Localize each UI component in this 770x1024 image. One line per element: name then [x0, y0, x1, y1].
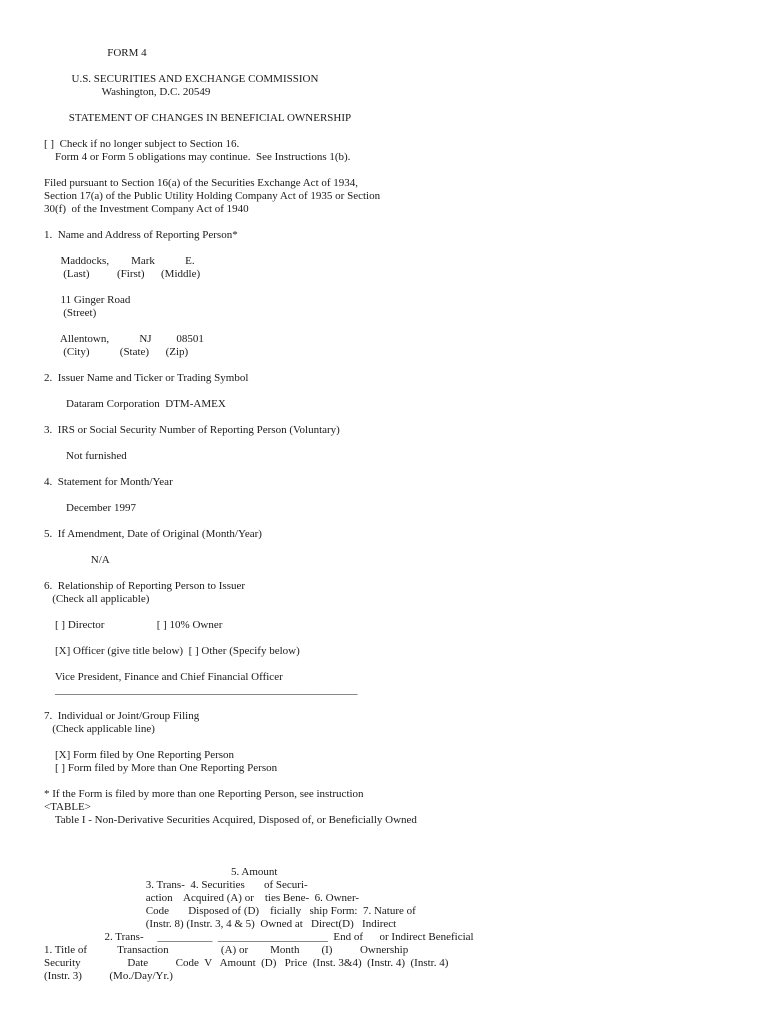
blank-line — [44, 736, 474, 749]
filed-pursuant-line-2: Section 17(a) of the Public Utility Holding Company Act of 1935 or Section — [44, 190, 381, 202]
irs-number: Not furnished — [66, 450, 127, 462]
blank-line — [44, 658, 474, 671]
blank-line — [44, 632, 474, 645]
reporting-person-name-labels: (Last) (First) (Middle) — [63, 268, 201, 280]
blank-line — [44, 567, 474, 580]
blank-line — [44, 515, 474, 528]
filed-pursuant-line-1: Filed pursuant to Section 16(a) of the Securities Exchange Act of 1934, — [44, 177, 359, 189]
amendment-date: N/A — [90, 554, 110, 566]
blank-line — [44, 775, 474, 788]
reporting-person-city: Allentown, NJ 08501 — [59, 333, 204, 345]
agency-name: U.S. SECURITIES AND EXCHANGE COMMISSION — [71, 73, 319, 85]
blank-line — [44, 411, 474, 424]
officer-title: Vice President, Finance and Chief Financial Officer — [54, 671, 283, 683]
blank-line — [44, 359, 474, 372]
item6-heading: 6. Relationship of Reporting Person to Issuer — [44, 580, 246, 592]
table-title: Table I - Non-Derivative Securities Acquired, Disposed of, or Beneficially Owned — [54, 814, 417, 826]
blank-line — [44, 164, 474, 177]
filing-option-multiple[interactable]: [ ] Form filed by More than One Reporting Person — [55, 762, 278, 774]
item7-heading: 7. Individual or Joint/Group Filing — [44, 710, 200, 722]
table-header-line: (Instr. 8) (Instr. 3, 4 & 5) Owned at Direct(D) Indirect — [44, 918, 397, 930]
table-header-line: 5. Amount — [44, 866, 278, 878]
blank-line — [44, 281, 474, 294]
blank-line — [44, 125, 474, 138]
form-title: FORM 4 — [107, 47, 147, 59]
blank-line — [44, 697, 474, 710]
blank-line — [44, 463, 474, 476]
table-header-line: (Instr. 3) (Mo./Day/Yr.) — [44, 970, 173, 982]
item2-heading: 2. Issuer Name and Ticker or Trading Symbol — [44, 372, 249, 384]
statement-title: STATEMENT OF CHANGES IN BENEFICIAL OWNERSHIP — [68, 112, 352, 124]
table-header-line: 3. Trans- 4. Securities of Securi- — [44, 879, 308, 891]
reporting-person-name: Maddocks, Mark E. — [60, 255, 195, 267]
item3-heading: 3. IRS or Social Security Number of Reporting Person (Voluntary) — [44, 424, 340, 436]
blank-line — [44, 437, 474, 450]
section16-note: Form 4 or Form 5 obligations may continue. See Instructions 1(b). — [55, 151, 351, 163]
table-header-line: Security Date Code V Amount (D) Price (Inst. 3&4) (Instr. 4) (Instr. 4) — [44, 957, 449, 969]
footnote: * If the Form is filed by more than one Reporting Person, see instruction — [44, 788, 364, 800]
blank-line — [44, 242, 474, 255]
item4-heading: 4. Statement for Month/Year — [44, 476, 173, 488]
officer-other-checkboxes[interactable]: [X] Officer (give title below) [ ] Other (Specify below) — [55, 645, 300, 657]
table-header-line: 1. Title of Transaction (A) or Month (I) Ownership — [44, 944, 409, 956]
blank-line — [44, 827, 474, 840]
blank-line — [44, 320, 474, 333]
blank-line — [44, 60, 474, 73]
table-header-line: Code Disposed of (D) ficially ship Form: 7. Nature of — [44, 905, 416, 917]
officer-title-rule: _______________________________________________________ — [55, 684, 358, 696]
blank-line — [44, 489, 474, 502]
blank-line — [44, 385, 474, 398]
director-owner-checkboxes[interactable]: [ ] Director [ ] 10% Owner — [55, 619, 223, 631]
blank-line — [44, 606, 474, 619]
blank-line — [44, 99, 474, 112]
item1-heading: 1. Name and Address of Reporting Person* — [44, 229, 238, 241]
issuer-name: Dataram Corporation DTM-AMEX — [66, 398, 226, 410]
table-header-line: 2. Trans- __________ ____________________ End of or Indirect Beneficial — [44, 931, 474, 943]
reporting-person-street: 11 Ginger Road — [60, 294, 131, 306]
item6-subheading: (Check all applicable) — [52, 593, 150, 605]
table-tag: <TABLE> — [44, 801, 91, 813]
section16-checkbox-line[interactable]: [ ] Check if no longer subject to Section 16. — [44, 138, 240, 150]
blank-line — [44, 216, 474, 229]
blank-line — [44, 541, 474, 554]
city-labels: (City) (State) (Zip) — [63, 346, 189, 358]
item7-subheading: (Check applicable line) — [52, 723, 155, 735]
blank-line — [44, 840, 474, 853]
filed-pursuant-line-3: 30(f) of the Investment Company Act of 1940 — [44, 203, 249, 215]
blank-line — [44, 853, 474, 866]
statement-month-year: December 1997 — [66, 502, 136, 514]
filing-option-one[interactable]: [X] Form filed by One Reporting Person — [55, 749, 235, 761]
table-header-line: action Acquired (A) or ties Bene- 6. Owner- — [44, 892, 360, 904]
form4-document — [44, 47, 474, 983]
item5-heading: 5. If Amendment, Date of Original (Month/Year) — [44, 528, 262, 540]
agency-city: Washington, D.C. 20549 — [101, 86, 211, 98]
street-label: (Street) — [63, 307, 97, 319]
